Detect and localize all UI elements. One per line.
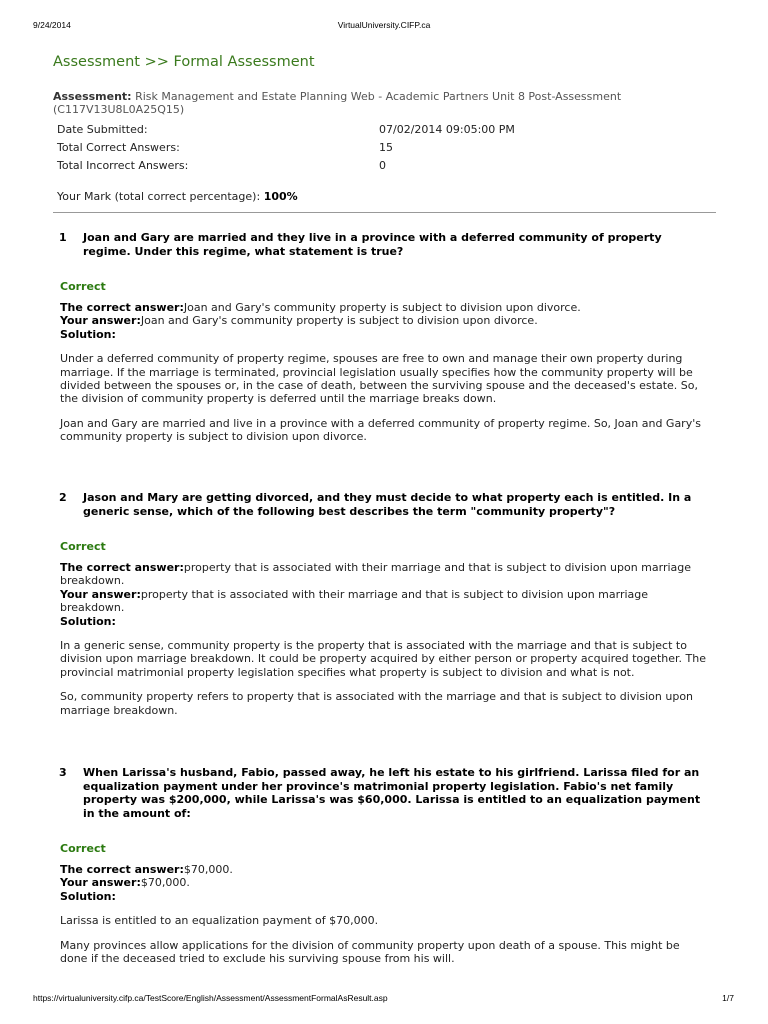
solution-paragraph: Many provinces allow applications for the division of community property upon death of a spouse. This might be done if the deceased tried to exclude his surviving spouse from his will.	[60, 938, 680, 966]
answer-block	[60, 301, 716, 341]
your-answer	[60, 876, 710, 889]
print-date: 9/24/2014	[33, 20, 71, 30]
question-text: When Larissa's husband, Fabio, passed away, he left his estate to his girlfriend. Larissa filed for an equalization payment under her province's matrimonial property legislation. Fabio's net family property was $200,000, while Larissa's was $60,000. Larissa is entitled to an equalization payment in the amount of:	[83, 766, 701, 820]
correct-answer	[60, 561, 710, 588]
print-site-title: VirtualUniversity.CIFP.ca	[337, 20, 431, 30]
correct-answer	[60, 301, 710, 314]
correct-answer	[60, 863, 710, 876]
your-answer-label: Your answer:	[60, 587, 141, 601]
result-status: Correct	[60, 540, 106, 553]
solution-label: Solution:	[60, 889, 116, 903]
summary-label: Total Incorrect Answers:	[57, 158, 189, 172]
correct-answer-label: The correct answer:	[60, 561, 184, 574]
correct-answer-value: $70,000.	[183, 863, 233, 876]
question-number: 3	[59, 766, 67, 779]
correct-answer-value: Joan and Gary's community property is subject to division upon divorce.	[183, 301, 581, 314]
result-status: Correct	[60, 280, 106, 293]
question-text: Joan and Gary are married and they live in a province with a deferred community of property regime. Under this regime, what statement is true?	[83, 231, 662, 258]
question-item	[53, 231, 716, 444]
solution-heading	[60, 890, 710, 903]
summary-row-date	[53, 120, 515, 138]
question-header	[53, 766, 716, 820]
solution-heading	[60, 615, 710, 628]
question-item	[53, 491, 716, 717]
question-header	[53, 491, 716, 518]
solution-heading	[60, 328, 710, 341]
correct-answer-label: The correct answer:	[60, 863, 184, 876]
print-page-url[interactable]: https://virtualuniversity.cifp.ca/TestScore/English/Assessment/AssessmentFormalAsResult.asp	[33, 993, 388, 1003]
result-status: Correct	[60, 842, 106, 855]
summary-label: Date Submitted:	[57, 122, 148, 136]
your-answer	[60, 588, 710, 615]
section-divider	[53, 212, 716, 213]
your-answer-value: Joan and Gary's community property is subject to division upon divorce.	[140, 314, 538, 328]
question-number: 1	[59, 231, 67, 244]
summary-value: 15	[379, 140, 393, 154]
answer-block	[60, 561, 716, 628]
your-answer-label: Your answer:	[60, 876, 141, 890]
solution-paragraph: So, community property refers to property that is associated with the marriage and that is subject to division upon marriage breakdown.	[60, 690, 694, 717]
mark-label: Your Mark (total correct percentage):	[57, 190, 261, 203]
summary-value: 0	[379, 158, 386, 172]
summary-label: Total Correct Answers:	[57, 140, 180, 154]
question-item	[53, 766, 716, 965]
question-number: 2	[59, 491, 67, 504]
your-answer	[60, 314, 710, 327]
total-mark	[53, 188, 716, 206]
question-text: Jason and Mary are getting divorced, and they must decide to what property each is entitled. In a generic sense, which of the following best describes the term "community property"?	[83, 491, 692, 518]
assessment-name-line	[53, 90, 716, 116]
your-answer-value: property that is associated with their marriage and that is subject to division upon marriage breakdown.	[60, 587, 649, 615]
your-answer-label: Your answer:	[60, 314, 141, 328]
page-title: Assessment >> Formal Assessment	[53, 54, 315, 70]
solution-paragraph: Joan and Gary are married and live in a province with a deferred community of property regime. So, Joan and Gary's community property is subject to division upon divorce.	[60, 416, 701, 444]
summary-table	[53, 120, 515, 174]
answer-block	[60, 863, 716, 903]
summary-row-incorrect	[53, 156, 515, 174]
your-answer-value: $70,000.	[140, 876, 190, 890]
assessment-name: Risk Management and Estate Planning Web - Academic Partners Unit 8 Post-Assessment (C117V13U8L0A25Q15)	[53, 90, 622, 116]
solution-paragraph: Larissa is entitled to an equalization payment of $70,000.	[60, 914, 379, 928]
solution-paragraph: Under a deferred community of property regime, spouses are free to own and manage their own property during marriage. If the marriage is terminated, provincial legislation usually specifies how the community property will be divided between the spouses or, in the case of death, between the surviving spouse and the deceased's estate. So, the division of community property is deferred until the marriage breaks down.	[60, 352, 698, 406]
summary-value: 07/02/2014 09:05:00 PM	[379, 122, 515, 136]
solution-label: Solution:	[60, 614, 116, 628]
assessment-summary	[53, 52, 716, 213]
correct-answer-label: The correct answer:	[60, 301, 184, 314]
solution-paragraph: In a generic sense, community property is the property that is associated with the marriage and that is subject to division upon marriage breakdown. It could be property acquired by either person or property acquired together. The provincial matrimonial property legislation specifies what property is subject to division and what is not.	[60, 639, 706, 679]
assessment-label: Assessment:	[53, 90, 132, 103]
summary-row-correct	[53, 138, 515, 156]
solution-label: Solution:	[60, 327, 116, 341]
mark-value: 100%	[263, 190, 298, 203]
print-page-number: 1/7	[722, 993, 734, 1003]
correct-answer-value: property that is associated with their marriage and that is subject to division upon marriage breakdown.	[60, 561, 692, 588]
question-header	[53, 231, 716, 258]
